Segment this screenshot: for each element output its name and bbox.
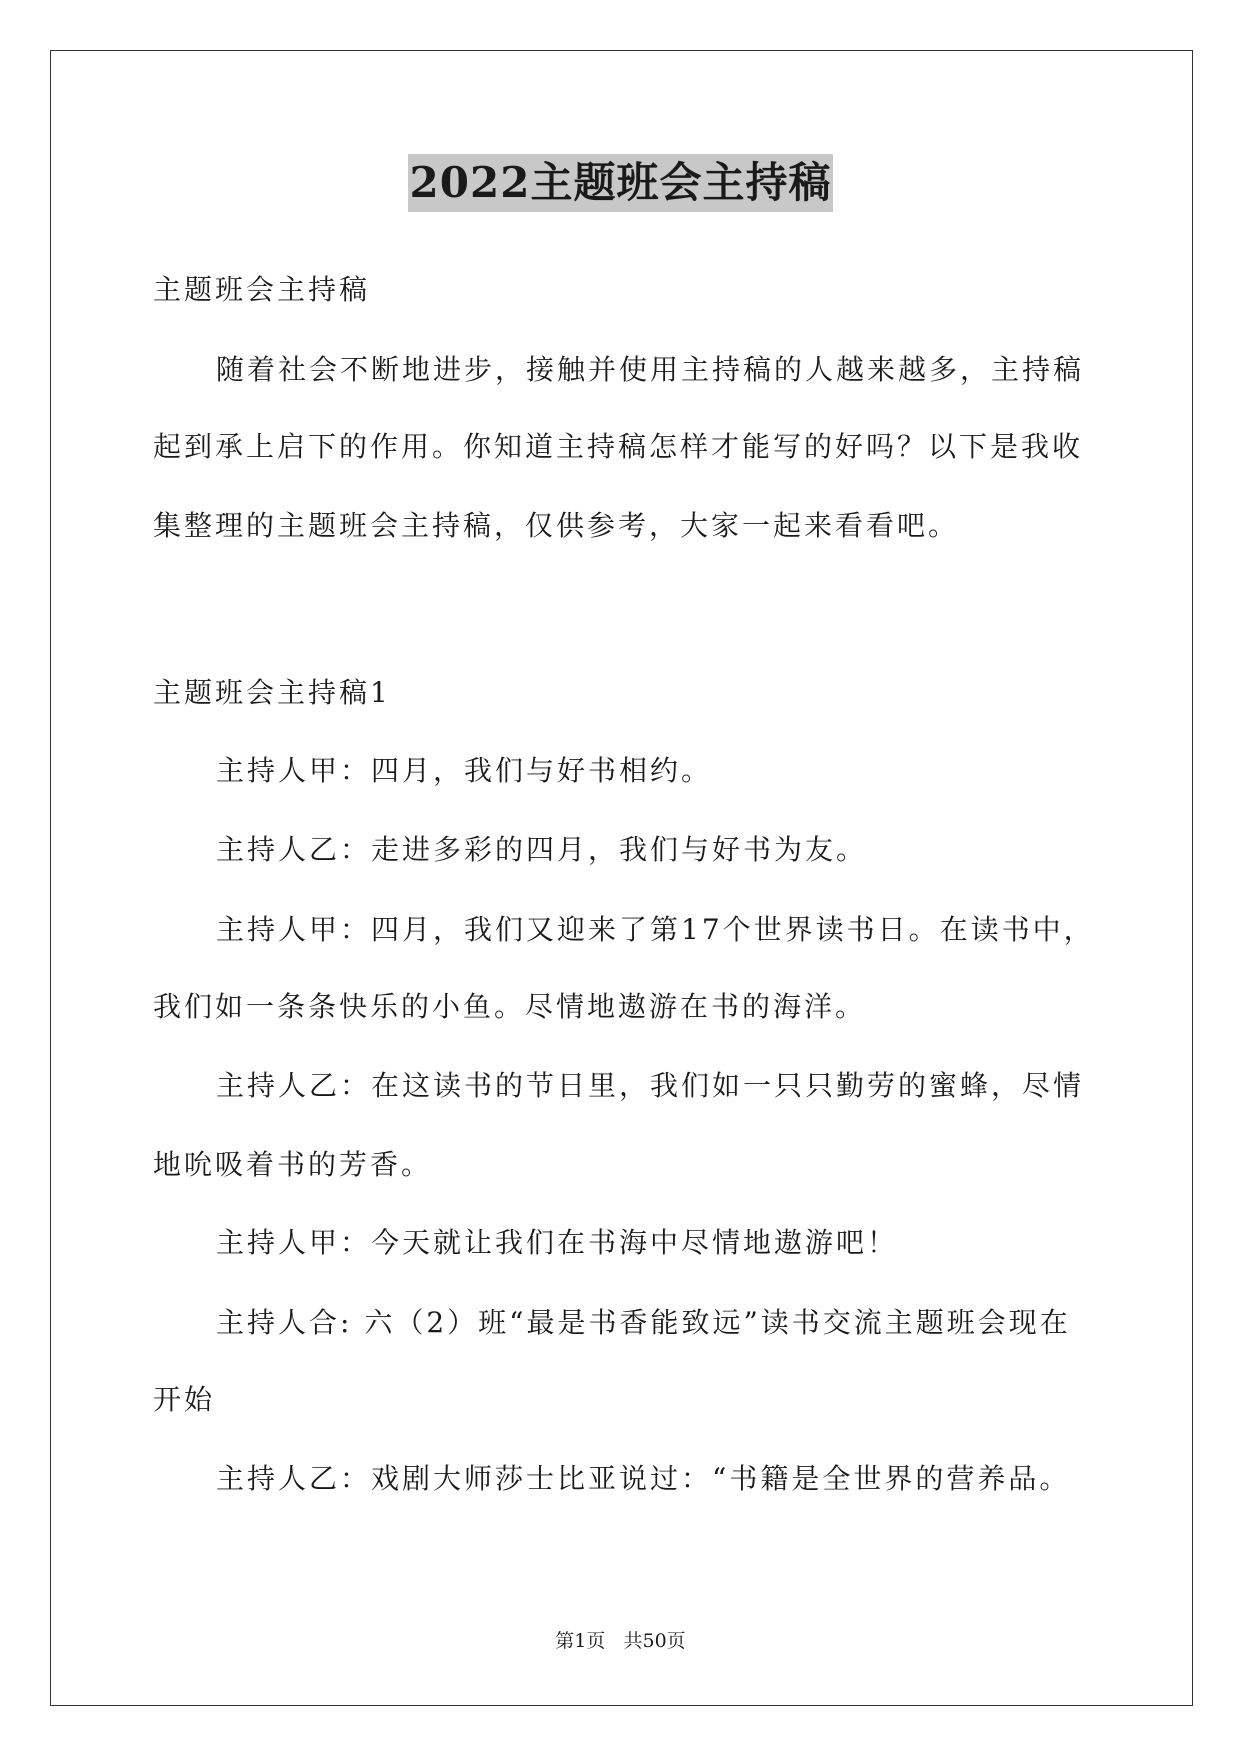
paragraph-line: 主持人乙：戏剧大师莎士比亚说过：“书籍是全世界的营养品。 xyxy=(216,1462,1071,1495)
section-heading: 主题班会主持稿 xyxy=(153,273,371,306)
page-footer: 第1页 共50页 xyxy=(555,1630,686,1652)
paragraph-line: 地吮吸着书的芳香。 xyxy=(153,1148,433,1181)
paragraph-line: 主持人乙：在这读书的节日里，我们如一只只勤劳的蜜蜂，尽情 xyxy=(216,1069,1085,1102)
document-title: 2022主题班会主持稿 xyxy=(408,154,834,212)
paragraph-line: 起到承上启下的作用。你知道主持稿怎样才能写的好吗？以下是我收 xyxy=(153,430,1084,463)
title-container xyxy=(0,154,1241,212)
paragraph-line: 主持人合: 六（2）班“最是书香能致远”读书交流主题班会现在 xyxy=(216,1306,1071,1339)
paragraph-line: 我们如一条条快乐的小鱼。尽情地遨游在书的海洋。 xyxy=(153,990,867,1023)
paragraph-line: 主持人乙：走进多彩的四月，我们与好书为友。 xyxy=(216,833,868,866)
paragraph-line: 主持人甲：四月，我们又迎来了第17个世界读书日。在读书中， xyxy=(216,913,1095,946)
paragraph-line: 随着社会不断地进步，接触并使用主持稿的人越来越多，主持稿 xyxy=(216,353,1085,386)
paragraph-line: 集整理的主题班会主持稿，仅供参考，大家一起来看看吧。 xyxy=(153,509,960,542)
paragraph-line: 主持人甲：今天就让我们在书海中尽情地遨游吧！ xyxy=(216,1226,899,1259)
paragraph-line: 开始 xyxy=(153,1383,216,1416)
section-heading: 主题班会主持稿1 xyxy=(153,676,391,709)
paragraph-line: 主持人甲：四月，我们与好书相约。 xyxy=(216,754,713,787)
